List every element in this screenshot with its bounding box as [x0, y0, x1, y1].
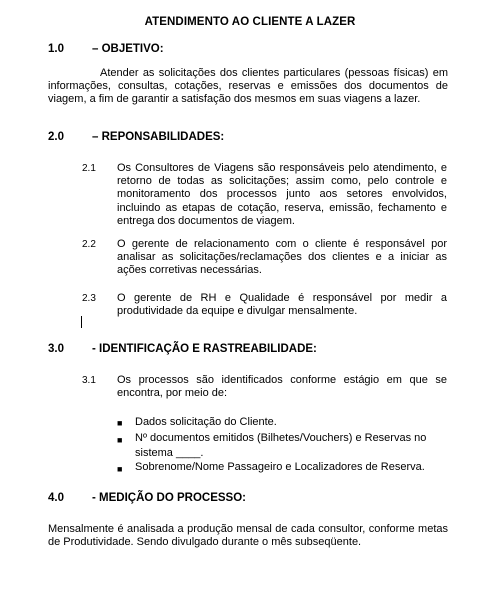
section-heading-objetivo: [48, 43, 164, 55]
section-number: 2.0: [48, 131, 64, 143]
medicao-paragraph: Mensalmente é analisada a produção mensal de cada consultor, conforme metas de Produtividade. Sendo divulgado durante o mês subseqüente.: [48, 523, 448, 549]
section-heading-medicao: [48, 492, 246, 504]
responsabilidade-item-text: O gerente de relacionamento com o cliente é responsável por analisar as solicitações/reclamações dos clientes e a iniciar as ações corretivas necessárias.: [117, 238, 447, 277]
text-cursor: [81, 316, 82, 328]
bullet-icon: ■: [117, 464, 123, 474]
responsabilidade-item-text: Os Consultores de Viagens são responsáveis pelo atendimento, e retorno de todas as solicitações; assim como, pelo controle e monitoramento dos processos junto aos setores envolvidos, incluindo as etapas de cotação, reserva, emissão, fechamento e entrega dos documentos de viagem.: [117, 162, 447, 227]
section-title: – OBJETIVO:: [92, 43, 164, 55]
section-title: - MEDIÇÃO DO PROCESSO:: [92, 492, 246, 504]
list-item: Sobrenome/Nome Passageiro e Localizadores de Reserva.: [135, 461, 425, 473]
identificacao-item-text: Os processos são identificados conforme estágio em que se encontra, por meio de:: [117, 374, 447, 400]
document-title: ATENDIMENTO AO CLIENTE A LAZER: [144, 16, 356, 28]
bullet-icon: ■: [117, 418, 123, 428]
section-number: 1.0: [48, 43, 64, 55]
bullet-icon: ■: [117, 435, 123, 445]
section-title: - IDENTIFICAÇÃO E RASTREABILIDADE:: [92, 343, 317, 355]
list-item: Dados solicitação do Cliente.: [135, 416, 277, 428]
section-number: 4.0: [48, 492, 64, 504]
item-number: 3.1: [82, 375, 96, 386]
section-title: – REPONSABILIDADES:: [92, 131, 225, 143]
section-heading-responsabilidades: [48, 131, 224, 143]
section-heading-identificacao: [48, 343, 317, 355]
item-number: 2.3: [82, 293, 96, 304]
objetivo-paragraph: Atender as solicitações dos clientes particulares (pessoas físicas) em informações, consultas, cotações, reservas e emissões dos documentos de viagem, a fim de garantir a satisfação dos mesmos em suas viagens a lazer.: [48, 67, 448, 106]
section-number: 3.0: [48, 343, 64, 355]
responsabilidade-item-text: O gerente de RH e Qualidade é responsável por medir a produtividade da equipe e divulgar mensalmente.: [117, 292, 447, 318]
item-number: 2.1: [82, 163, 96, 174]
item-number: 2.2: [82, 239, 96, 250]
list-item: Nº documentos emitidos (Bilhetes/Vouchers) e Reservas no sistema ____.: [135, 432, 427, 459]
